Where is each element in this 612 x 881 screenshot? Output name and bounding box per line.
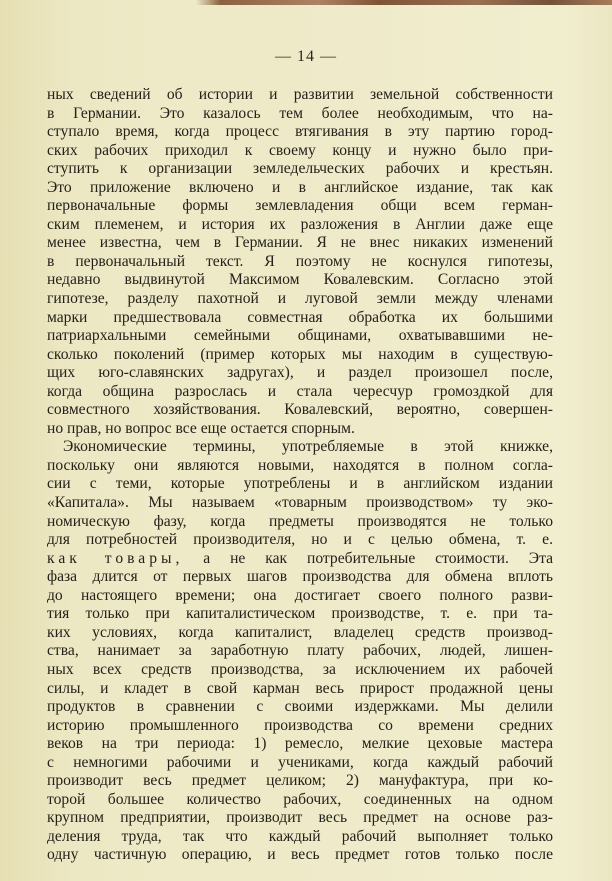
- text-line: поскольку они являются новыми, находятся в полном согла-: [47, 456, 553, 474]
- text-line: как товары, а не как потребительные стоимости. Эта: [47, 549, 553, 567]
- text-line: номическую фазу, когда предметы производятся не только: [47, 512, 553, 530]
- text-line: ступить к организации земледельческих рабочих и крестьян.: [47, 160, 553, 178]
- text-line: историю промышленного производства со времени средних: [47, 716, 553, 734]
- text-line: марки предшествовала совместная обработка их большими: [47, 308, 553, 326]
- text-line: для потребностей производителя, но и с целью обмена, т. е.: [47, 531, 553, 549]
- text-line: в первоначальный текст. Я поэтому не коснулся гипотезы,: [47, 252, 553, 270]
- text-line: когда община разрослась и стала чересчур громоздкой для: [47, 382, 553, 400]
- text-line: крупном предприятии, производит весь предмет на основе раз-: [47, 809, 553, 827]
- text-line: ных сведений об истории и развитии земельной собственности: [47, 86, 553, 103]
- text-line: тия только при капиталистическом производстве, т. е. при та-: [47, 605, 553, 623]
- text-line: «Капитала». Мы называем «товарным производством» ту эко-: [47, 494, 553, 512]
- text-line: ских рабочих приходил к своему концу и нужно было при-: [47, 141, 553, 159]
- text-line: производит весь предмет целиком; 2) мануфактура, при ко-: [47, 772, 553, 790]
- emphasized-phrase: как товары,: [47, 549, 184, 567]
- text-line: гипотезе, разделу пахотной и луговой земли между членами: [47, 290, 553, 308]
- text-line: ступало время, когда процесс втягивания в эту партию город-: [47, 123, 553, 141]
- text-line: с немногими рабочими и учениками, когда каждый рабочий: [47, 753, 553, 771]
- text-line: сколько поколений (пример которых мы находим в существую-: [47, 345, 553, 363]
- text-line: первоначальные формы землевладения общи всем герман-: [47, 197, 553, 215]
- text-line: фаза длится от первых шагов производства для обмена вплоть: [47, 568, 553, 586]
- text-line: силы, и кладет в свой карман весь прирост продажной цены: [47, 679, 553, 697]
- text-line: патриархальными семейными общинами, охватывавшими не-: [47, 327, 553, 345]
- body-text: [47, 86, 553, 865]
- text-line: ких условиях, когда капиталист, владелец средств производ-: [47, 623, 553, 641]
- page-top-edge: [0, 0, 612, 5]
- text-line: ных всех средств производства, за исключением их рабочей: [47, 660, 553, 678]
- text-line: но прав, но вопрос все еще остается спорным.: [47, 419, 355, 437]
- text-line: менее известна, чем в Германии. Я не внес никаких изменений: [47, 234, 553, 252]
- text-line: сии с теми, которые употреблены и в английском издании: [47, 475, 553, 493]
- text-line: продуктов в сравнении с своими издержками. Мы делили: [47, 698, 553, 716]
- text-line: ства, нанимает за заработную плату рабочих, людей, лишен-: [47, 642, 553, 660]
- text-line: щих юго-славянских задругах), и раздел произошел после,: [47, 364, 553, 382]
- text-line: Это приложение включено и в английское издание, так как: [47, 178, 553, 196]
- page-number: — 14 —: [275, 48, 337, 65]
- text-line: совместного хозяйствования. Ковалевский, вероятно, совершен-: [47, 401, 553, 419]
- text-line: в Германии. Это казалось тем более необходимым, что на-: [47, 104, 553, 122]
- text-line: деления труда, так что каждый рабочий выполняет только: [47, 827, 553, 845]
- text-line: торой большее количество рабочих, соединенных на одном: [47, 790, 553, 808]
- text-line: одну частичную операцию, и весь предмет готов только после: [47, 846, 553, 864]
- text-line: веков на три периода: 1) ремесло, мелкие цеховые мастера: [47, 735, 553, 753]
- text-line: Экономические термины, употребляемые в этой книжке,: [63, 438, 553, 456]
- text-line: ским племенем, и история их разложения в Англии даже еще: [47, 215, 553, 233]
- text-line: недавно выдвинутой Максимом Ковалевским. Согласно этой: [47, 271, 553, 289]
- text-line: до настоящего времени; она достигает своего полного разви-: [47, 586, 553, 604]
